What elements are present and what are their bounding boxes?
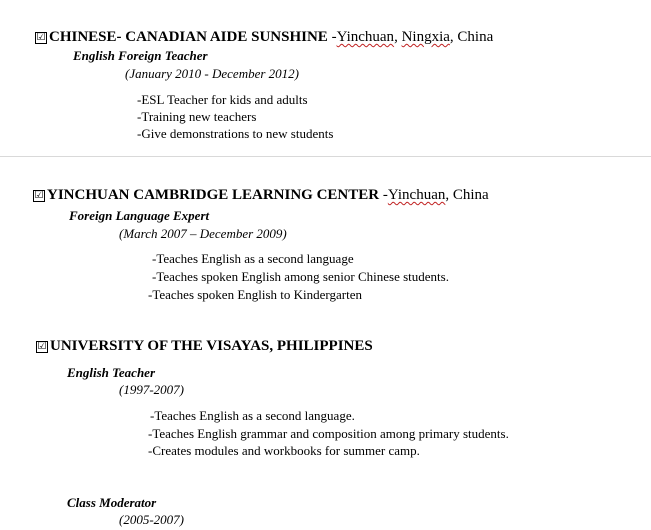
job3-dates-2: (2005-2007) [119, 512, 184, 527]
job3-org: UNIVERSITY OF THE VISAYAS, PHILIPPINES [50, 338, 373, 354]
job2-item: -Teaches English as a second language [152, 251, 354, 266]
job1-item: -Give demonstrations to new students [137, 126, 334, 141]
job1-item: -Training new teachers [137, 109, 257, 124]
job1-org: CHINESE- CANADIAN AIDE SUNSHINE [49, 29, 328, 45]
job3-item: -Teaches English grammar and composition among primary students. [148, 426, 509, 441]
job1-title: English Foreign Teacher [73, 48, 208, 63]
job1-loc-comma: , [394, 29, 402, 45]
job3-title: English Teacher [67, 365, 156, 380]
job2-item: -Teaches spoken English to Kindergarten [148, 287, 363, 302]
job3-heading [36, 338, 373, 355]
job1-loc-ningxia: Ningxia [401, 29, 450, 45]
job2-loc-yinchuan: Yinchuan [387, 187, 446, 203]
job3-dates: (1997-2007) [119, 382, 184, 397]
checkbox-icon: ☑ [34, 190, 44, 201]
job1-heading [35, 29, 493, 46]
checkbox-icon: ☑ [37, 341, 47, 352]
job2-title: Foreign Language Expert [69, 208, 210, 223]
job2-item: -Teaches spoken English among senior Chinese students. [152, 269, 449, 284]
checkbox-icon: ☑ [36, 32, 46, 43]
job3-item: -Teaches English as a second language. [150, 408, 355, 423]
job1-dates: (January 2010 - December 2012) [125, 66, 300, 81]
job1-loc-country: , China [449, 29, 494, 45]
job2-heading [33, 187, 489, 204]
job1-sep: - [327, 29, 337, 45]
job2-sep: - [379, 187, 388, 203]
page-divider [0, 156, 651, 157]
job3-title-2: Class Moderator [67, 495, 157, 510]
job3-item: -Creates modules and workbooks for summer camp. [148, 443, 420, 458]
job2-loc-country: , China [445, 187, 489, 203]
job2-dates: (March 2007 – December 2009) [119, 226, 287, 241]
job1-loc-yinchuan: Yinchuan [336, 29, 395, 45]
job1-item: -ESL Teacher for kids and adults [137, 92, 308, 107]
job2-org: YINCHUAN CAMBRIDGE LEARNING CENTER [47, 187, 380, 203]
